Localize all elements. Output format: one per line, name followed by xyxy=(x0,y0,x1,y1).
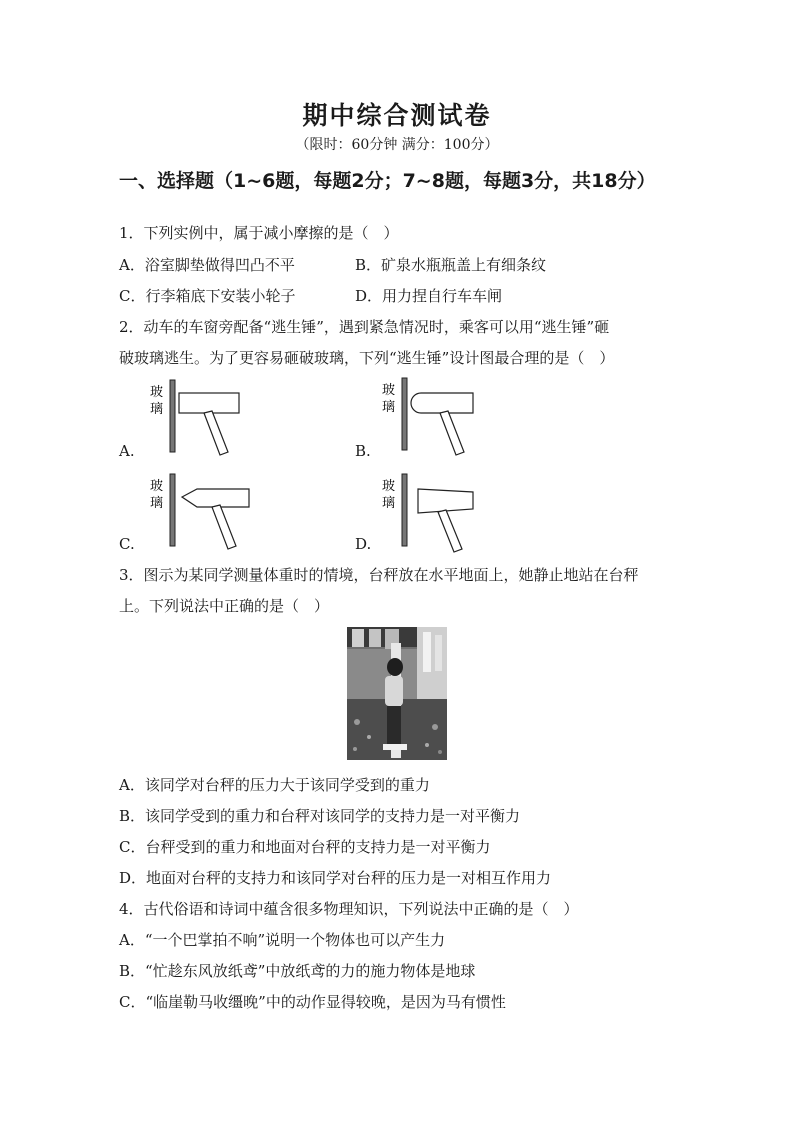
exam-title: 期中综合测试卷 xyxy=(302,101,492,130)
q2-option-b-label: B. xyxy=(355,442,371,460)
q2-option-d-label: D. xyxy=(355,535,372,553)
hammer-diagram-c xyxy=(140,472,250,554)
glass-label-char2: 璃 xyxy=(150,402,164,417)
svg-text:璃: 璃 xyxy=(150,496,164,511)
svg-text:璃: 璃 xyxy=(382,400,396,415)
q3-option-a: A．该同学对台秤的压力大于该同学受到的重力 xyxy=(119,776,430,794)
q1-option-d: D．用力捏自行车车闸 xyxy=(355,287,503,305)
q3-stem-line1: 3．图示为某同学测量体重时的情境，台秤放在水平地面上，她静止地站在台秤 xyxy=(119,566,639,584)
hammer-diagram-d xyxy=(376,472,496,554)
q2-stem-line2: 破玻璃逃生。为了更容易砸破玻璃，下列“逃生锤”设计图最合理的是（ ） xyxy=(119,349,615,367)
q4-option-b: B．“忙趁东风放纸鸢”中放纸鸢的力的施力物体是地球 xyxy=(119,962,476,980)
hammer-diagram-a xyxy=(140,378,250,460)
q4-option-a: A．“一个巴掌拍不响”说明一个物体也可以产生力 xyxy=(119,931,446,949)
q4-stem: 4．古代俗语和诗词中蕴含很多物理知识，下列说法中正确的是（ ） xyxy=(119,900,579,918)
svg-text:玻: 玻 xyxy=(382,383,396,398)
q1-option-a: A．浴室脚垫做得凹凸不平 xyxy=(119,256,295,274)
q2-stem-line1: 2．动车的车窗旁配备“逃生锤”，遇到紧急情况时，乘客可以用“逃生锤”砸 xyxy=(119,318,610,336)
svg-text:玻: 玻 xyxy=(382,479,396,494)
section-heading-choice: 一、选择题（1~6题，每题2分；7~8题，每题3分，共18分） xyxy=(119,170,656,192)
q1-stem: 1．下列实例中，属于减小摩擦的是（ ） xyxy=(119,224,399,242)
hammer-diagram-b xyxy=(376,376,486,458)
q4-option-c: C．“临崖勒马收缰晚”中的动作显得较晚，是因为马有惯性 xyxy=(119,993,506,1011)
exam-subtitle: （限时：60分钟 满分：100分） xyxy=(295,137,499,153)
svg-text:璃: 璃 xyxy=(382,496,396,511)
q3-option-c: C．台秤受到的重力和地面对台秤的支持力是一对平衡力 xyxy=(119,838,491,856)
q2-option-a-label: A. xyxy=(119,442,135,460)
q1-option-b: B．矿泉水瓶瓶盖上有细条纹 xyxy=(355,256,547,274)
q1-option-c: C．行李箱底下安装小轮子 xyxy=(119,287,296,305)
q2-option-c-label: C. xyxy=(119,535,135,553)
q3-option-b: B．该同学受到的重力和台秤对该同学的支持力是一对平衡力 xyxy=(119,807,521,825)
svg-text:玻: 玻 xyxy=(150,479,164,494)
weighing-photo xyxy=(347,627,447,760)
q3-stem-line2: 上。下列说法中正确的是（ ） xyxy=(119,597,330,615)
q3-option-d: D．地面对台秤的支持力和该同学对台秤的压力是一对相互作用力 xyxy=(119,869,552,887)
glass-label-char1: 玻 xyxy=(150,385,164,400)
